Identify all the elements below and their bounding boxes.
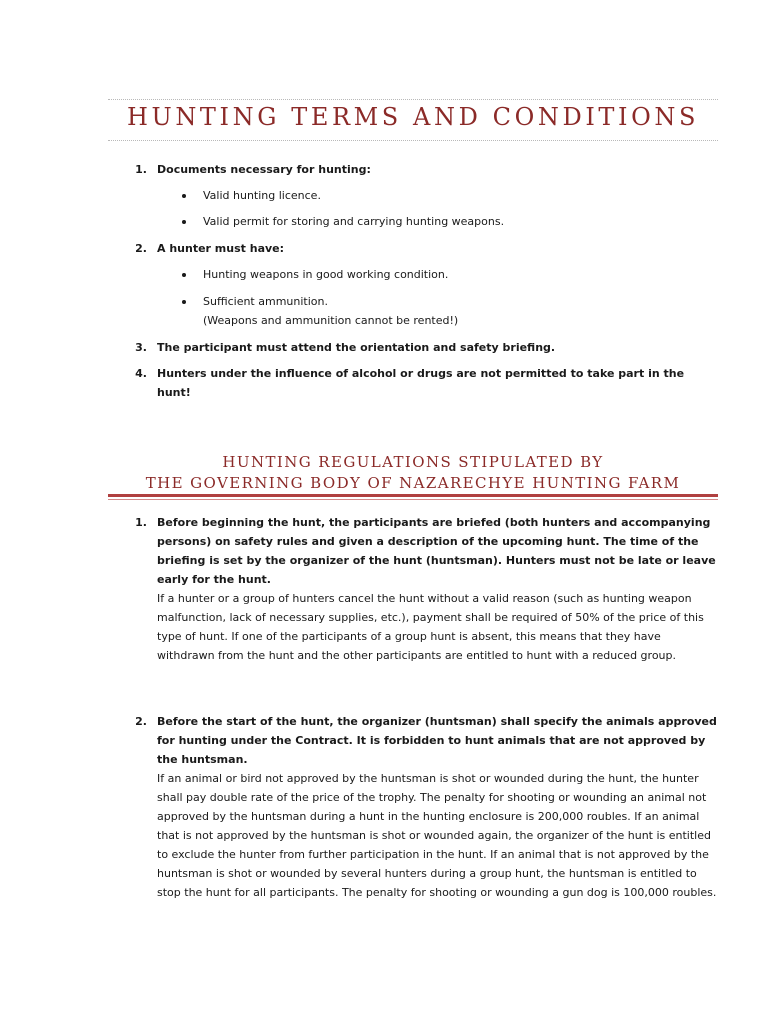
heading-divider [108,494,718,497]
bullet-icon [182,220,186,224]
term-bullet: Valid hunting licence. [203,189,321,202]
term-number: 3. [135,341,147,354]
term-bullet: Sufficient ammunition. [203,295,328,308]
title-block [108,99,718,141]
section-heading-line1: HUNTING REGULATIONS STIPULATED BY [222,453,604,471]
regulation-number: 1. [135,516,147,529]
bullet-icon [182,300,186,304]
term-text: The participant must attend the orientation and safety briefing. [157,341,556,354]
regulation-detail: If a hunter or a group of hunters cancel the hunt without a valid reason (such as hunting weapon malfunction, lack of necessary supplies, etc.), payment shall be required of 50% of the price of this type of hunt. If one of the participants of a group hunt is absent, this means that they have withdrawn from the hunt and the other participants are entitled to hunt with a reduced group. [157,592,704,662]
term-text: Documents necessary for hunting: [157,163,371,176]
term-text: A hunter must have: [157,242,285,255]
regulation-rule: Before beginning the hunt, the participants are briefed (both hunters and accompanying persons) on safety rules and given a description of the upcoming hunt. The time of the briefing is set by the organizer of the hunt (huntsman). Hunters must not be late or leave early for the hunt. [157,516,716,586]
bullet-icon [182,194,186,198]
regulation-rule: Before the start of the hunt, the organizer (huntsman) shall specify the animals approved for hunting under the Contract. It is forbidden to hunt animals that are not approved by the huntsman. [157,715,717,766]
page-title: HUNTING TERMS AND CONDITIONS [126,103,700,131]
term-number: 4. [135,367,147,380]
term-bullet: Valid permit for storing and carrying hunting weapons. [203,215,505,228]
term-text: Hunters under the influence of alcohol or drugs are not permitted to take part in the hunt! [157,367,685,399]
bullet-icon [182,273,186,277]
term-note: (Weapons and ammunition cannot be rented!) [203,314,459,327]
term-number: 1. [135,163,147,176]
regulation-item [157,513,720,665]
regulation-item [157,712,720,902]
section-heading-line2: THE GOVERNING BODY OF NAZARECHYE HUNTING FARM [145,474,681,492]
regulation-number: 2. [135,715,147,728]
heading-divider [108,499,718,500]
term-number: 2. [135,242,147,255]
term-bullet: Hunting weapons in good working condition. [203,268,449,281]
regulation-detail: If an animal or bird not approved by the huntsman is shot or wounded during the hunt, the hunter shall pay double rate of the price of the trophy. The penalty for shooting or wounding an animal not approved by the huntsman during a hunt in the hunting enclosure is 200,000 roubles. If an animal that is not approved by the huntsman is shot or wounded again, the organizer of the hunt is entitled to exclude the hunter from further participation in the hunt. If an animal that is not approved by the huntsman is shot or wounded by several hunters during a group hunt, the huntsman is entitled to stop the hunt for all participants. The penalty for shooting or wounding a gun dog is 100,000 roubles. [157,772,717,899]
